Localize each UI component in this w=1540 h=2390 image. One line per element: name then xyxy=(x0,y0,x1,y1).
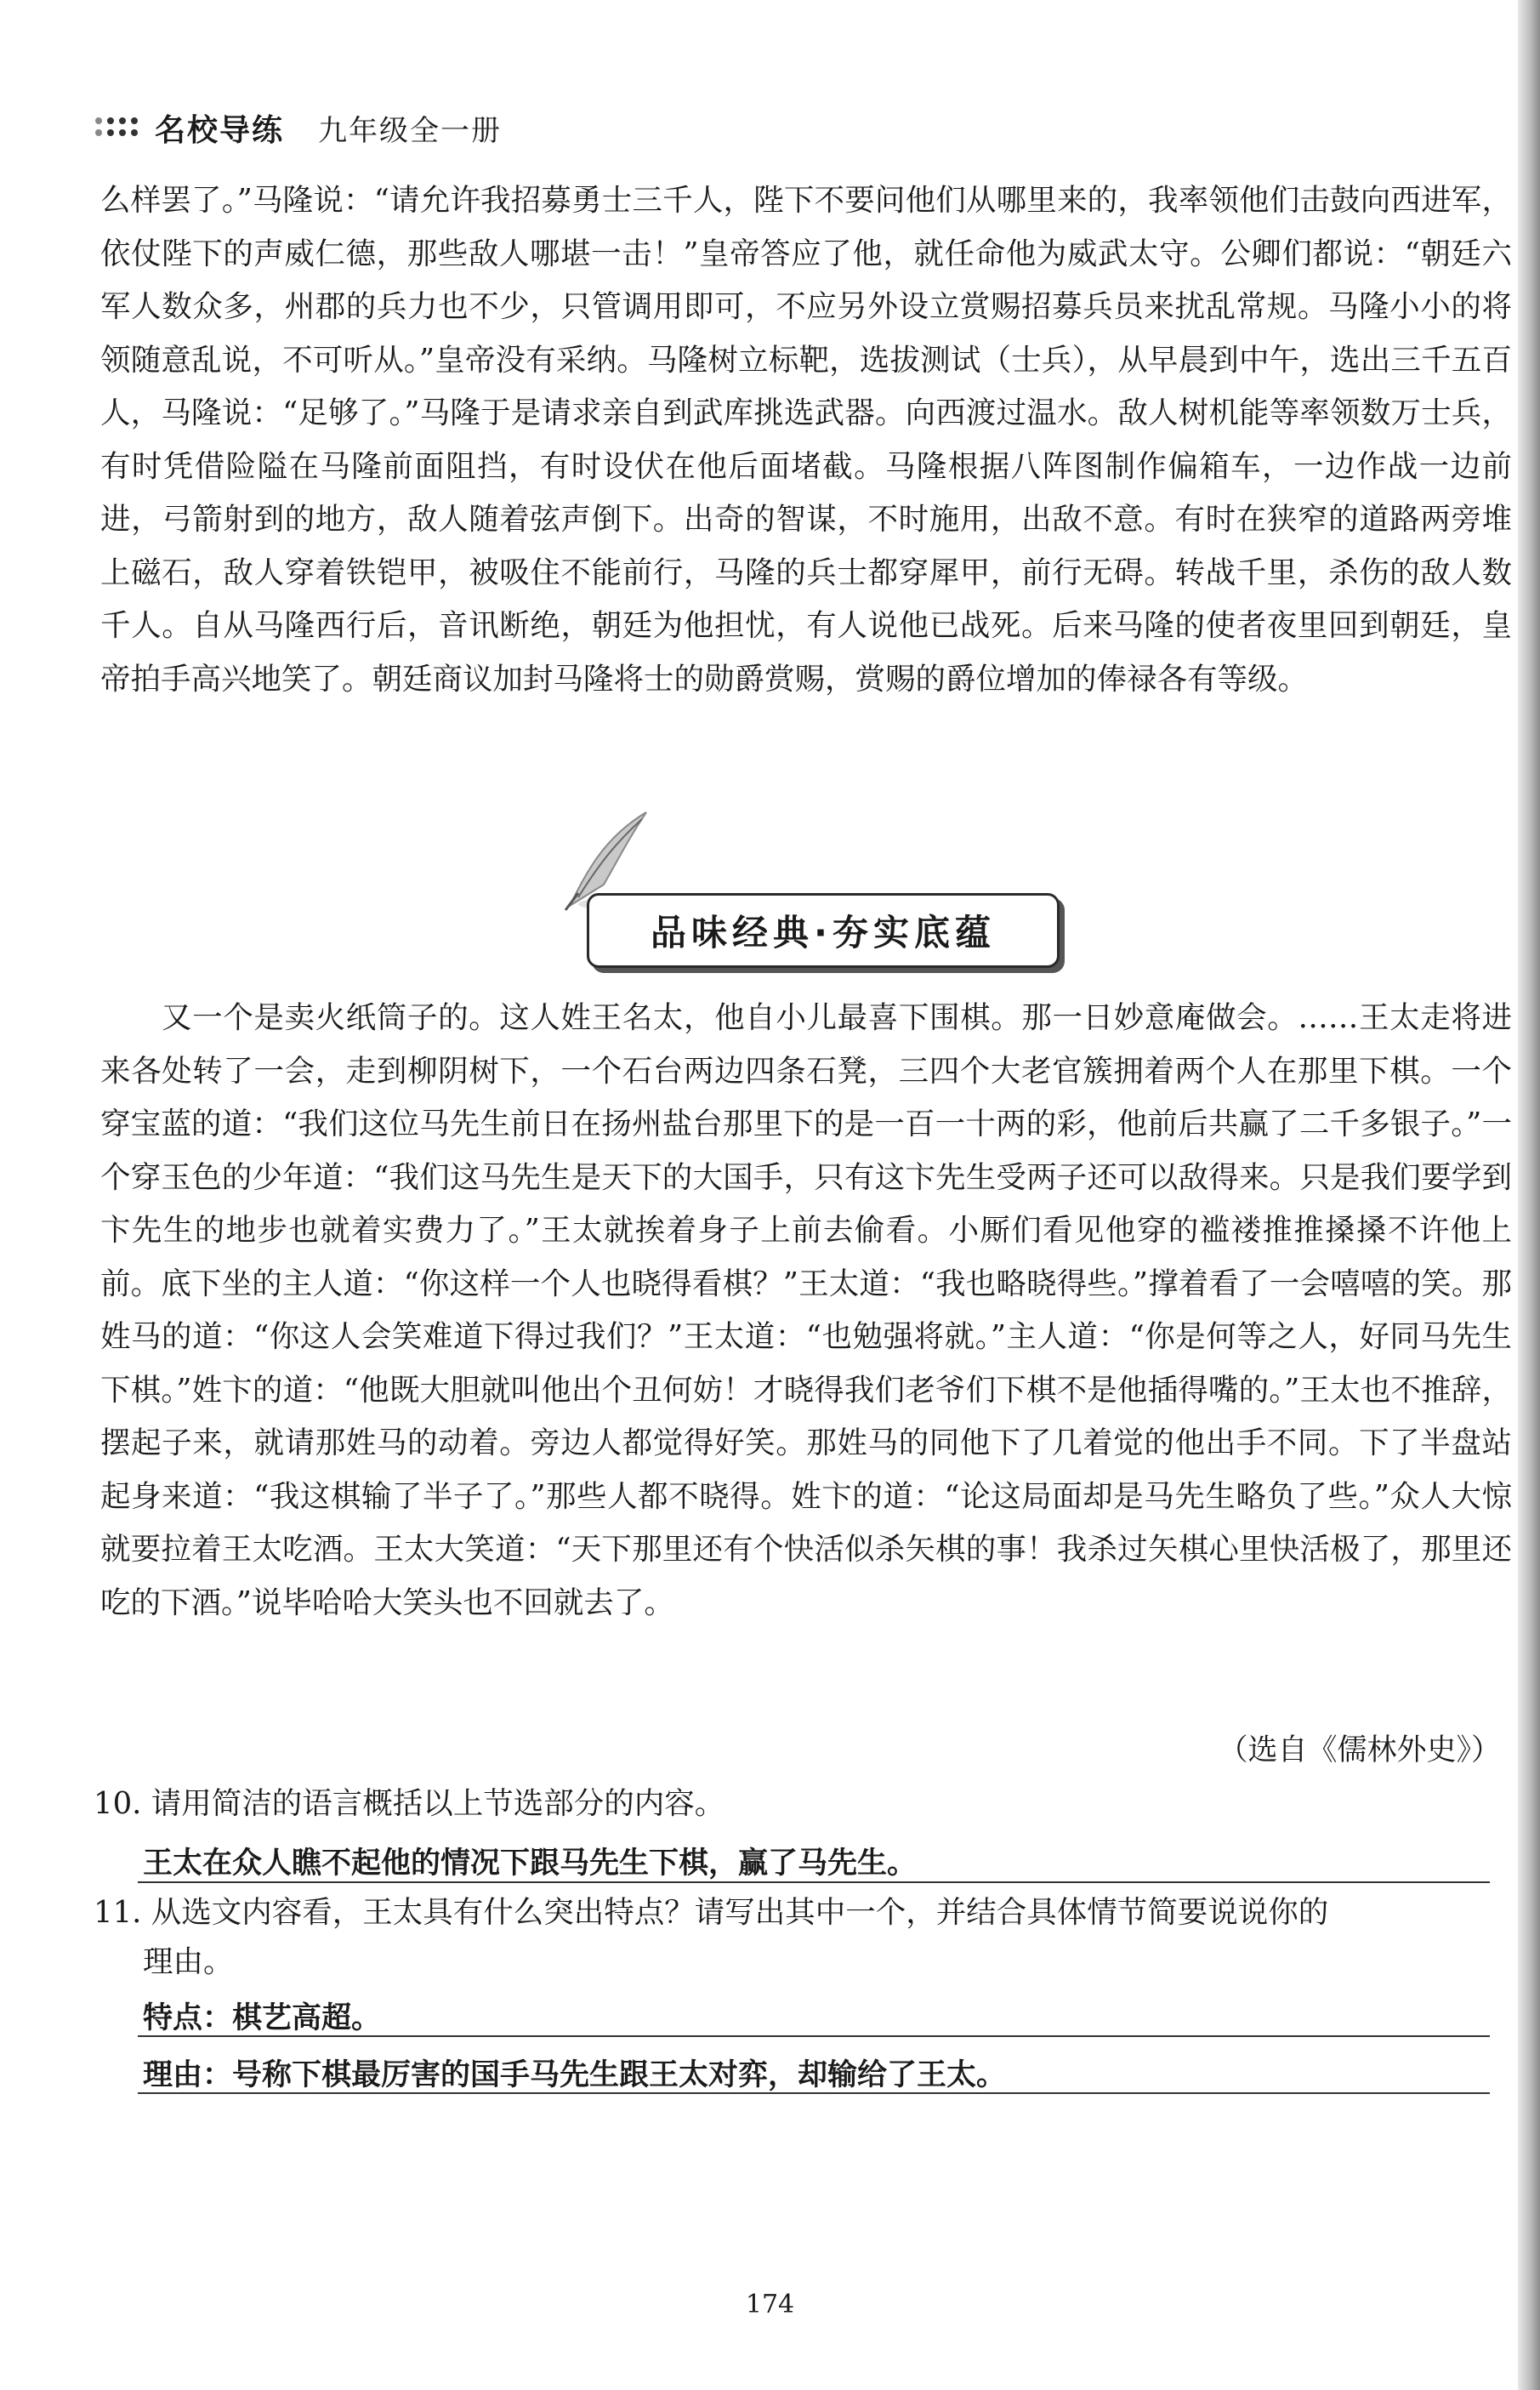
source-citation: （选自《儒林外史》） xyxy=(1218,1733,1501,1767)
excerpt-paragraph: 又一个是卖火纸筒子的。这人姓王名太，他自小儿最喜下围棋。那一日妙意庵做会。……王太走将进来各处转了一会，走到柳阴树下，一个石台两边四条石凳，三四个大老官簇拥着两个人在那里下棋。一个穿宝蓝的道：“我们这位马先生前日在扬州盐台那里下的是一百一十两的彩，他前后共赢了二千多银子。”一个穿玉色的少年道：“我们这马先生是天下的大国手，只有这卞先生受两子还可以敌得来。只是我们要学到卞先生的地步也就着实费力了。”王太就挨着身子上前去偷看。小厮们看见他穿的褴褛推推搡搡不许他上前。底下坐的主人道：“你这样一个人也晓得看棋？”王太道：“我也略晓得些。”撑着看了一会嘻嘻的笑。那姓马的道：“你这人会笑难道下得过我们？”王太道：“也勉强将就。”主人道：“你是何等之人，好同马先生下棋。”姓卞的道：“他既大胆就叫他出个丑何妨！才晓得我们老爷们下棋不是他插得嘴的。”王太也不推辞，摆起子来，就请那姓马的动着。旁边人都觉得好笑。那姓马的同他下了几着觉的他出手不同。下了半盘站起身来道：“我这棋输了半子了。”那些人都不晓得。姓卞的道：“论这局面却是马先生略负了些。”众人大惊就要拉着王太吃酒。王太大笑道：“天下那里还有个快活似杀矢棋的事！我杀过矢棋心里快活极了，那里还吃的下酒。”说毕哈哈大笑头也不回就去了。 xyxy=(100,1000,1512,1620)
page-number: 174 xyxy=(745,2290,795,2319)
answer-11-reason: 理由：号称下棋最厉害的国手马先生跟王太对弈，却输给了王太。 xyxy=(143,2058,1007,2092)
answer-line xyxy=(138,2092,1490,2094)
question-11-line2: 理由。 xyxy=(143,1944,234,1979)
question-11-line1: 11. 从选文内容看，王太具有什么突出特点？请写出其中一个，并结合具体情节简要说说你的 xyxy=(94,1895,1329,1930)
book-grade: 九年级全一册 xyxy=(318,113,503,148)
answer-line xyxy=(138,1881,1490,1883)
dots-icon xyxy=(95,117,139,138)
question-10: 10. 请用简洁的语言概括以上节选部分的内容。 xyxy=(94,1786,725,1821)
book-brand: 名校导练 xyxy=(155,112,285,148)
page-edge-shadow xyxy=(1518,0,1540,2390)
section-title: 品味经典·夯实底蕴 xyxy=(587,893,1060,968)
answer-line xyxy=(138,2035,1490,2037)
section-banner xyxy=(553,804,1063,974)
answer-11-trait: 特点：棋艺高超。 xyxy=(143,2001,382,2035)
translation-paragraph: 么样罢了。”马隆说：“请允许我招募勇士三千人，陛下不要问他们从哪里来的，我率领他们击鼓向西进军，依仗陛下的声威仁德，那些敌人哪堪一击！”皇帝答应了他，就任命他为威武太守。公卿们都说：“朝廷六军人数众多，州郡的兵力也不少，只管调用即可，不应另外设立赏赐招募兵员来扰乱常规。马隆小小的将领随意乱说，不可听从。”皇帝没有采纳。马隆树立标靶，选拔测试（士兵），从早晨到中午，选出三千五百人，马隆说：“足够了。”马隆于是请求亲自到武库挑选武器。向西渡过温水。敌人树机能等率领数万士兵，有时凭借险隘在马隆前面阻挡，有时设伏在他后面堵截。马隆根据八阵图制作偏箱车，一边作战一边前进，弓箭射到的地方，敌人随着弦声倒下。出奇的智谋，不时施用，出敌不意。有时在狭窄的道路两旁堆上磁石，敌人穿着铁铠甲，被吸住不能前行，马隆的兵士都穿犀甲，前行无碍。转战千里，杀伤的敌人数千人。自从马隆西行后，音讯断绝，朝廷为他担忧，有人说他已战死。后来马隆的使者夜里回到朝廷，皇帝拍手高兴地笑了。朝廷商议加封马隆将士的勋爵赏赐，赏赐的爵位增加的俸禄各有等级。 xyxy=(100,183,1512,697)
answer-10: 王太在众人瞧不起他的情况下跟马先生下棋，赢了马先生。 xyxy=(143,1847,918,1881)
page-header xyxy=(95,102,502,153)
question-11 xyxy=(94,1888,1505,1987)
